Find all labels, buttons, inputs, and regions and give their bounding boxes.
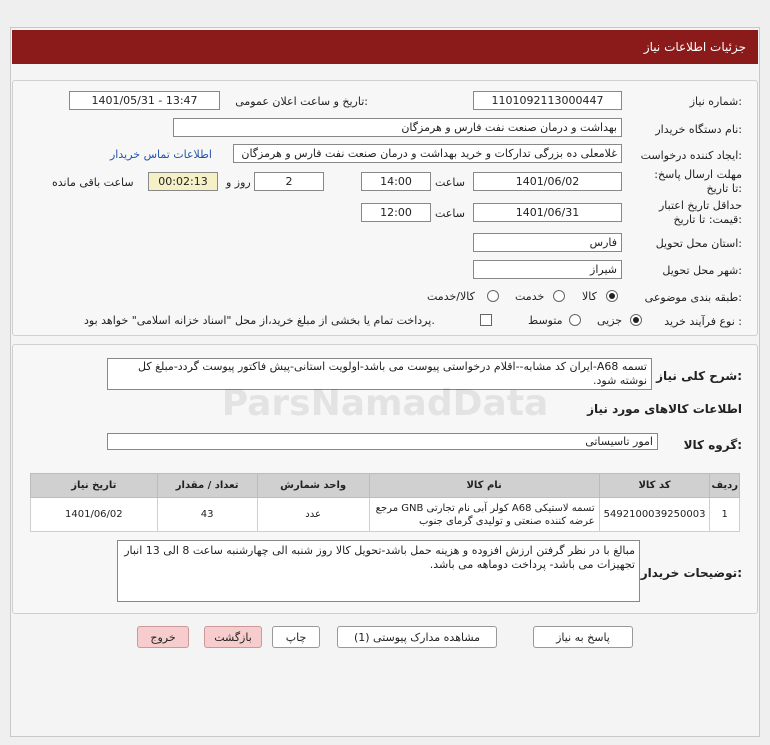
creator-field: غلامعلی ده بزرگی تدارکات و خرید بهداشت و درمان صنعت نفت فارس و هرمزگان bbox=[233, 144, 622, 163]
need-number-label: شماره نیاز: bbox=[689, 95, 742, 108]
announce-label: تاریخ و ساعت اعلان عمومی: bbox=[235, 95, 368, 108]
deadline-date-field: 1401/06/02 bbox=[473, 172, 622, 191]
payment-note: پرداخت تمام یا بخشی از مبلغ خرید،از محل "اسناد خزانه اسلامی" خواهد بود. bbox=[84, 314, 435, 327]
remaining-time-field: 00:02:13 bbox=[148, 172, 218, 191]
category-radio-service[interactable] bbox=[553, 290, 565, 302]
cell-row: 1 bbox=[710, 498, 740, 532]
category-label: طبقه بندی موضوعی: bbox=[644, 291, 742, 304]
buyer-org-field: بهداشت و درمان صنعت نفت فارس و هرمزگان bbox=[173, 118, 622, 137]
days-field: 2 bbox=[254, 172, 324, 191]
category-option-goods-service: کالا/خدمت bbox=[427, 290, 475, 303]
col-date: تاریخ نیاز bbox=[31, 474, 158, 498]
process-option-medium: متوسط bbox=[528, 314, 563, 327]
description-label: شرح کلی نیاز: bbox=[656, 369, 742, 383]
validity-time-field: 12:00 bbox=[361, 203, 431, 222]
cell-code: 5492100039250003 bbox=[599, 498, 710, 532]
city-label: شهر محل تحویل: bbox=[662, 264, 742, 277]
buyer-notes-label: توضیحات خریدار: bbox=[640, 566, 742, 580]
goods-group-label: گروه کالا: bbox=[683, 438, 742, 452]
cell-date: 1401/06/02 bbox=[31, 498, 158, 532]
category-radio-goods[interactable] bbox=[606, 290, 618, 302]
announce-field: 1401/05/31 - 13:47 bbox=[69, 91, 220, 110]
remaining-label: ساعت باقی مانده bbox=[52, 176, 134, 189]
category-option-goods: کالا bbox=[582, 290, 597, 303]
reply-button[interactable]: پاسخ به نیاز bbox=[533, 626, 633, 648]
print-button[interactable]: چاپ bbox=[272, 626, 320, 648]
validity-label: حداقل تاریخ اعتبار قیمت: تا تاریخ: bbox=[658, 199, 742, 226]
goods-group-field: امور تاسیساتی bbox=[107, 433, 658, 450]
buyer-org-label: نام دستگاه خریدار: bbox=[655, 123, 742, 136]
page-title: جزئیات اطلاعات نیاز bbox=[643, 40, 746, 54]
process-label: نوع فرآیند خرید : bbox=[664, 315, 742, 328]
days-label: روز و bbox=[226, 176, 251, 189]
col-unit: واحد شمارش bbox=[257, 474, 369, 498]
description-field: تسمه A68-ایران کد مشابه--اقلام درخواستی پیوست می باشد-اولویت استانی-پیش فاکتور پیوست گردد-مبلغ کل نوشته شود. bbox=[107, 358, 652, 390]
need-number-field: 1101092113000447 bbox=[473, 91, 622, 110]
validity-date-field: 1401/06/31 bbox=[473, 203, 622, 222]
col-row: ردیف bbox=[710, 474, 740, 498]
cell-name: تسمه لاستیکی A68 کولر آبی نام تجارتی GNB مرجع عرضه کننده صنعتی و تولیدی گرمای جنوب bbox=[369, 498, 599, 532]
deadline-time-field: 14:00 bbox=[361, 172, 431, 191]
back-button[interactable]: بازگشت bbox=[204, 626, 262, 648]
goods-section-title: اطلاعات کالاهای مورد نیاز bbox=[587, 402, 742, 416]
payment-checkbox[interactable] bbox=[480, 314, 492, 326]
process-option-minor: جزیی bbox=[597, 314, 623, 327]
creator-label: ایجاد کننده درخواست: bbox=[640, 149, 742, 162]
deadline-time-label: ساعت bbox=[435, 176, 465, 189]
validity-time-label: ساعت bbox=[435, 207, 465, 220]
deadline-label: مهلت ارسال پاسخ: تا تاریخ: bbox=[654, 168, 742, 195]
page-title-bar bbox=[12, 30, 758, 64]
col-name: نام کالا bbox=[369, 474, 599, 498]
category-radio-goods-service[interactable] bbox=[487, 290, 499, 302]
province-field: فارس bbox=[473, 233, 622, 252]
buyer-notes-field: مبالغ با در نظر گرفتن ارزش افزوده و هزینه حمل باشد-تحویل کالا روز شنبه الی چهارشنبه ساعت 8 الی 13 انبار تجهیزات می باشد- پرداخت دوماهه می باشد. bbox=[117, 540, 640, 602]
city-field: شیراز bbox=[473, 260, 622, 279]
attachments-button[interactable]: مشاهده مدارک پیوستی (1) bbox=[337, 626, 497, 648]
process-radio-minor[interactable] bbox=[630, 314, 642, 326]
contact-buyer-link[interactable]: اطلاعات تماس خریدار bbox=[110, 148, 212, 161]
goods-table bbox=[30, 473, 740, 532]
exit-button[interactable]: خروج bbox=[137, 626, 189, 648]
province-label: استان محل تحویل: bbox=[655, 237, 742, 250]
col-code: کد کالا bbox=[599, 474, 710, 498]
table-row bbox=[31, 498, 740, 532]
col-qty: تعداد / مقدار bbox=[157, 474, 257, 498]
table-header-row bbox=[31, 474, 740, 498]
cell-unit: عدد bbox=[257, 498, 369, 532]
category-option-service: خدمت bbox=[515, 290, 545, 303]
process-radio-medium[interactable] bbox=[569, 314, 581, 326]
cell-qty: 43 bbox=[157, 498, 257, 532]
